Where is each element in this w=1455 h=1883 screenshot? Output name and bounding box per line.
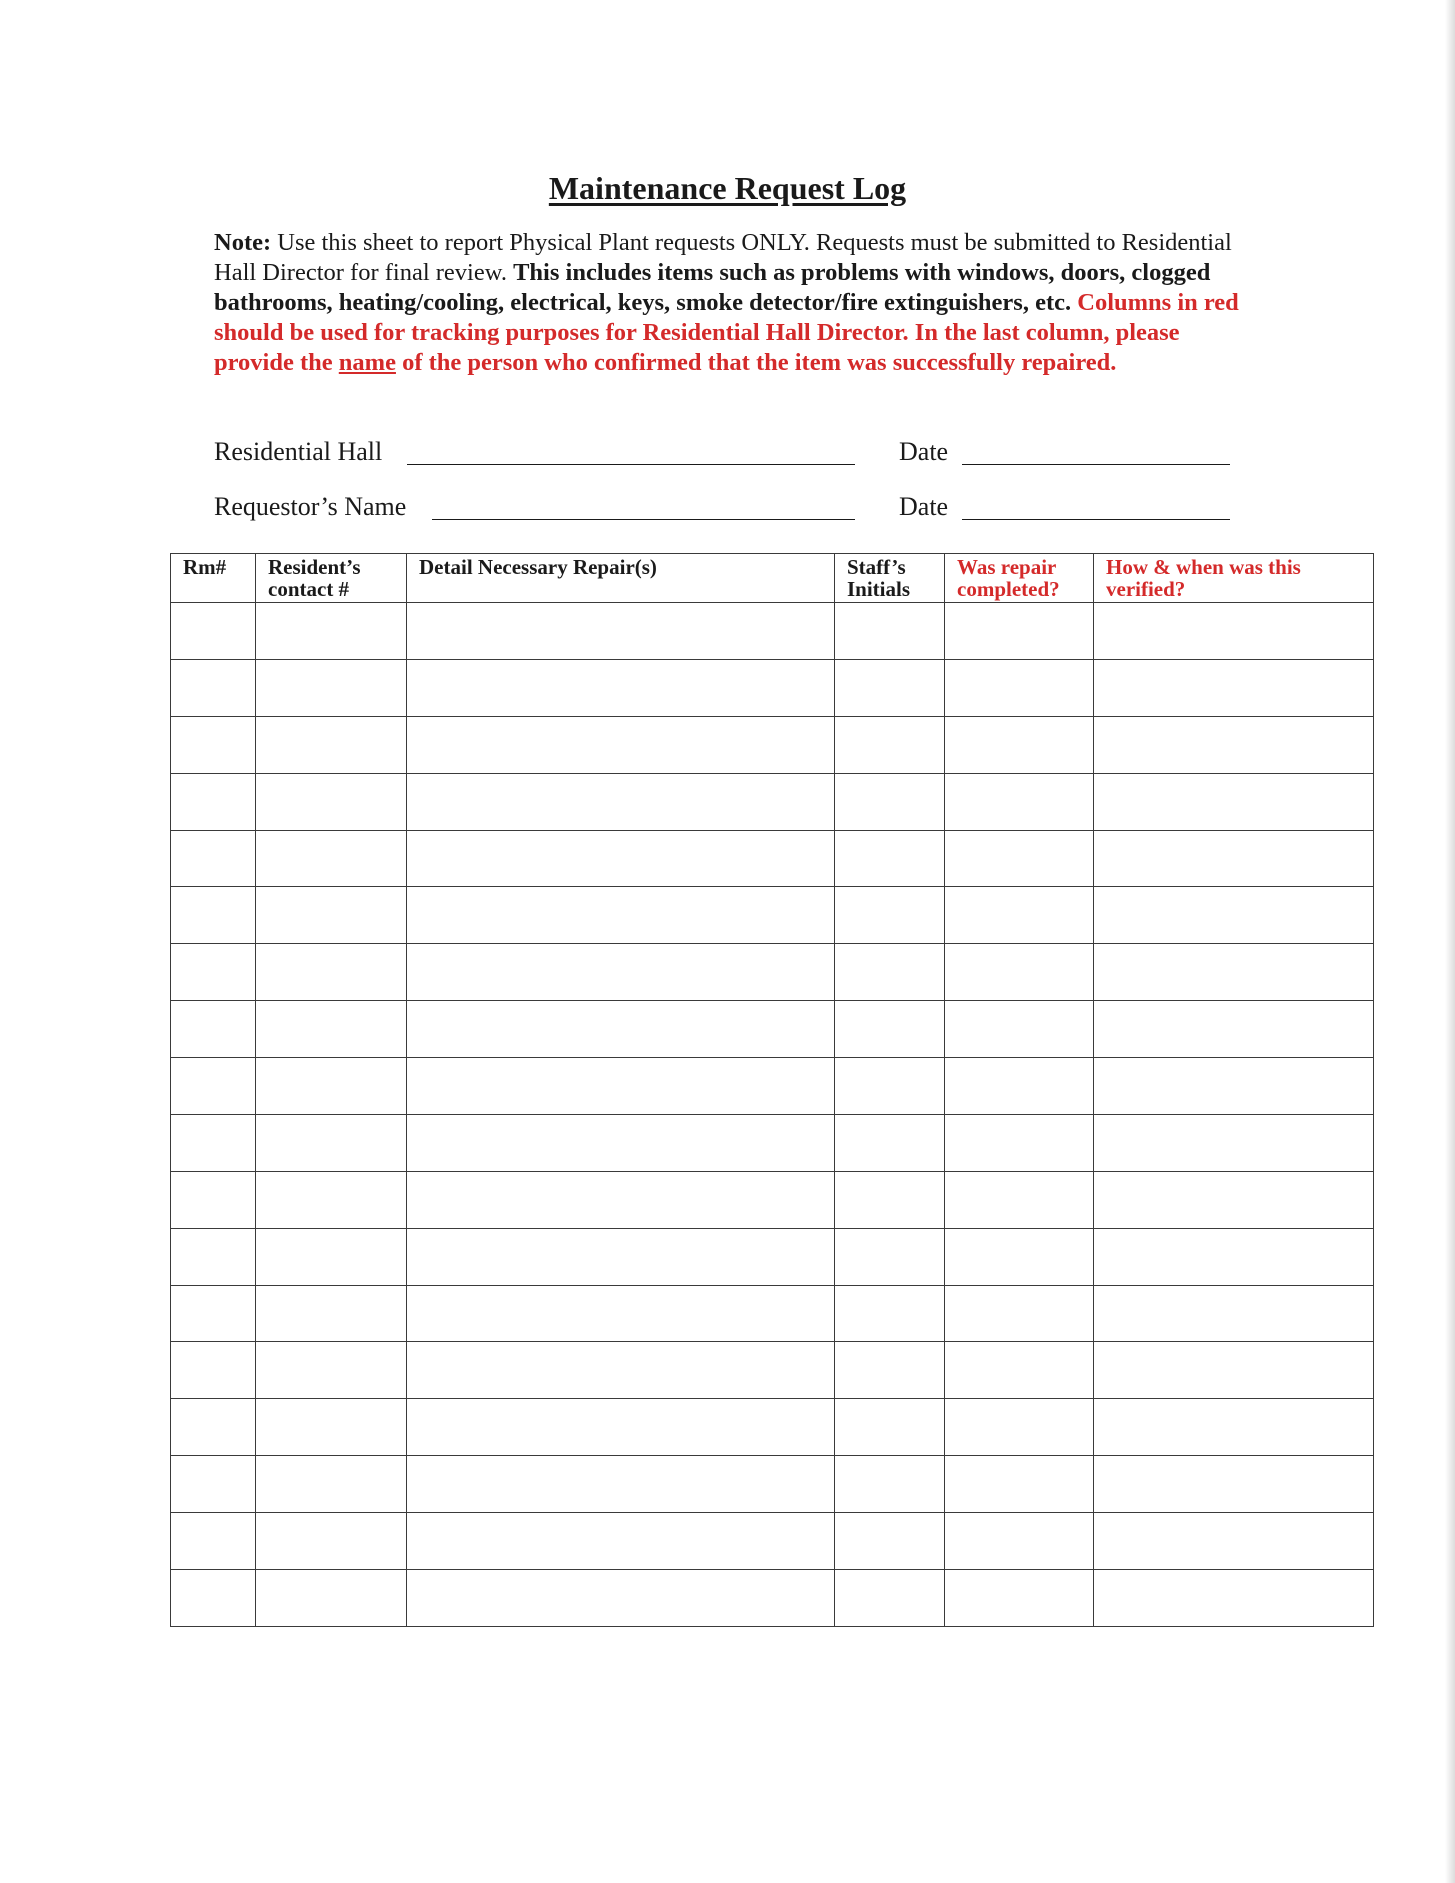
table-cell[interactable] — [256, 1171, 407, 1228]
table-cell[interactable] — [945, 1171, 1094, 1228]
table-cell[interactable] — [835, 1171, 945, 1228]
table-cell[interactable] — [256, 1342, 407, 1399]
table-cell[interactable] — [407, 773, 835, 830]
table-cell[interactable] — [835, 1001, 945, 1058]
table-cell[interactable] — [835, 1456, 945, 1513]
table-cell[interactable] — [1094, 887, 1374, 944]
note-text-bold: This includes items such as problems with windows, doors, clogged bathrooms, heating/cooling, electrical, keys, smoke detector/fire extinguishers, etc. — [214, 259, 1211, 316]
table-cell[interactable] — [835, 1114, 945, 1171]
column-header-repair-completed: Was repair completed? — [945, 554, 1094, 603]
table-cell[interactable] — [171, 1001, 256, 1058]
table-cell[interactable] — [1094, 1171, 1374, 1228]
table-cell[interactable] — [1094, 603, 1374, 660]
date-field-1[interactable] — [962, 464, 1230, 465]
table-cell[interactable] — [171, 773, 256, 830]
table-cell[interactable] — [407, 603, 835, 660]
table-cell[interactable] — [835, 944, 945, 1001]
maintenance-log-table — [170, 553, 1374, 1627]
table-cell[interactable] — [945, 1342, 1094, 1399]
residential-hall-label: Residential Hall — [214, 437, 383, 466]
table-cell[interactable] — [256, 1228, 407, 1285]
table-cell[interactable] — [171, 1228, 256, 1285]
note-text-red-1: Columns in red should be used for tracking purposes for Residential Hall Director. In the last column, please provide the — [214, 289, 1239, 376]
table-cell[interactable] — [1094, 830, 1374, 887]
column-header-resident-contact: Resident’s contact # — [256, 554, 407, 603]
table-cell[interactable] — [1094, 716, 1374, 773]
table-cell[interactable] — [256, 773, 407, 830]
residential-hall-field[interactable] — [407, 464, 855, 465]
table-cell[interactable] — [407, 1513, 835, 1570]
table-cell[interactable] — [407, 1114, 835, 1171]
table-cell[interactable] — [407, 944, 835, 1001]
page-edge — [1445, 0, 1455, 1883]
table-cell[interactable] — [256, 1569, 407, 1626]
table-cell[interactable] — [945, 1058, 1094, 1115]
date-field-2[interactable] — [962, 519, 1230, 520]
table-cell[interactable] — [171, 830, 256, 887]
table-row — [171, 1285, 1374, 1342]
table-cell[interactable] — [835, 1569, 945, 1626]
table-cell[interactable] — [407, 1399, 835, 1456]
table-row — [171, 1342, 1374, 1399]
table-cell[interactable] — [407, 1342, 835, 1399]
note-label: Note: — [214, 229, 272, 256]
table-cell[interactable] — [256, 1001, 407, 1058]
page-title: Maintenance Request Log — [548, 170, 907, 206]
table-cell[interactable] — [407, 1569, 835, 1626]
table-row — [171, 603, 1374, 660]
table-cell[interactable] — [407, 1456, 835, 1513]
table-cell[interactable] — [407, 1228, 835, 1285]
table-cell[interactable] — [256, 1513, 407, 1570]
table-row — [171, 944, 1374, 1001]
table-cell[interactable] — [1094, 1114, 1374, 1171]
table-cell[interactable] — [407, 716, 835, 773]
table-cell[interactable] — [835, 1342, 945, 1399]
table-cell[interactable] — [945, 1228, 1094, 1285]
table-cell[interactable] — [407, 1058, 835, 1115]
table-cell[interactable] — [171, 603, 256, 660]
table-cell[interactable] — [835, 1285, 945, 1342]
table-cell[interactable] — [171, 1569, 256, 1626]
table-row — [171, 659, 1374, 716]
table-cell[interactable] — [945, 659, 1094, 716]
table-cell[interactable] — [945, 887, 1094, 944]
table-cell[interactable] — [835, 773, 945, 830]
table-cell[interactable] — [835, 887, 945, 944]
table-cell[interactable] — [1094, 1399, 1374, 1456]
table-row — [171, 773, 1374, 830]
table-cell[interactable] — [171, 887, 256, 944]
table-cell[interactable] — [407, 887, 835, 944]
date-label-2: Date — [899, 492, 949, 521]
residential-hall-row — [214, 437, 1234, 471]
table-cell[interactable] — [256, 1399, 407, 1456]
table-cell[interactable] — [835, 716, 945, 773]
note-text-plain: Use this sheet to report Physical Plant requests ONLY. Requests must be submitted to Residential Hall Director for final review. — [214, 229, 1232, 286]
table-cell[interactable] — [1094, 1513, 1374, 1570]
table-cell[interactable] — [171, 1058, 256, 1115]
table-cell[interactable] — [835, 1228, 945, 1285]
table-cell[interactable] — [256, 830, 407, 887]
table-cell[interactable] — [1094, 1569, 1374, 1626]
table-cell[interactable] — [256, 1114, 407, 1171]
table-cell[interactable] — [945, 716, 1094, 773]
table-cell[interactable] — [1094, 659, 1374, 716]
table-row — [171, 1569, 1374, 1626]
table-cell[interactable] — [1094, 1001, 1374, 1058]
requestor-name-row — [214, 492, 1234, 526]
table-cell[interactable] — [256, 1456, 407, 1513]
table-cell[interactable] — [407, 1285, 835, 1342]
table-cell[interactable] — [1094, 773, 1374, 830]
note-text-red-underlined: name — [338, 349, 396, 376]
table-row — [171, 716, 1374, 773]
column-header-staff-initials: Staff’s Initials — [835, 554, 945, 603]
table-cell[interactable] — [171, 1114, 256, 1171]
table-row — [171, 1114, 1374, 1171]
table-cell[interactable] — [1094, 1285, 1374, 1342]
table-cell[interactable] — [407, 659, 835, 716]
table-cell[interactable] — [945, 830, 1094, 887]
table-cell[interactable] — [171, 944, 256, 1001]
table-cell[interactable] — [256, 1058, 407, 1115]
table-row — [171, 830, 1374, 887]
table-cell[interactable] — [171, 1342, 256, 1399]
table-cell[interactable] — [945, 1114, 1094, 1171]
table-cell[interactable] — [171, 1285, 256, 1342]
table-cell[interactable] — [407, 1171, 835, 1228]
table-cell[interactable] — [171, 1171, 256, 1228]
table-cell[interactable] — [407, 1001, 835, 1058]
table-cell[interactable] — [945, 773, 1094, 830]
table-cell[interactable] — [835, 830, 945, 887]
table-cell[interactable] — [256, 659, 407, 716]
table-row — [171, 1058, 1374, 1115]
table-cell[interactable] — [945, 1399, 1094, 1456]
table-row — [171, 1171, 1374, 1228]
column-header-verification: How & when was this verified? — [1094, 554, 1374, 603]
table-cell[interactable] — [835, 1513, 945, 1570]
table-cell[interactable] — [945, 603, 1094, 660]
table-cell[interactable] — [945, 1513, 1094, 1570]
table-cell[interactable] — [407, 830, 835, 887]
table-cell[interactable] — [835, 603, 945, 660]
table-cell[interactable] — [945, 1001, 1094, 1058]
table-cell[interactable] — [171, 659, 256, 716]
table-cell[interactable] — [171, 1456, 256, 1513]
table-cell[interactable] — [945, 1456, 1094, 1513]
table-cell[interactable] — [945, 944, 1094, 1001]
table-cell[interactable] — [835, 659, 945, 716]
table-row — [171, 1513, 1374, 1570]
table-cell[interactable] — [1094, 1228, 1374, 1285]
table-row — [171, 1228, 1374, 1285]
table-row — [171, 1456, 1374, 1513]
table-cell[interactable] — [256, 603, 407, 660]
table-row — [171, 887, 1374, 944]
table-cell[interactable] — [835, 1058, 945, 1115]
column-header-repair-detail: Detail Necessary Repair(s) — [407, 554, 835, 603]
table-cell[interactable] — [171, 1513, 256, 1570]
table-header-row — [171, 554, 1374, 603]
table-cell[interactable] — [256, 1285, 407, 1342]
instructions-note — [214, 228, 1254, 378]
column-header-room: Rm# — [171, 554, 256, 603]
requestor-name-label: Requestor’s Name — [214, 492, 407, 521]
table-cell[interactable] — [945, 1285, 1094, 1342]
table-cell[interactable] — [171, 1399, 256, 1456]
table-cell[interactable] — [1094, 1456, 1374, 1513]
table-cell[interactable] — [1094, 944, 1374, 1001]
table-cell[interactable] — [1094, 1342, 1374, 1399]
table-row — [171, 1001, 1374, 1058]
table-cell[interactable] — [256, 887, 407, 944]
table-cell[interactable] — [171, 716, 256, 773]
table-cell[interactable] — [835, 1399, 945, 1456]
table-cell[interactable] — [1094, 1058, 1374, 1115]
requestor-name-field[interactable] — [432, 519, 855, 520]
table-row — [171, 1399, 1374, 1456]
table-cell[interactable] — [256, 944, 407, 1001]
note-text-red-2: of the person who confirmed that the item was successfully repaired. — [395, 349, 1117, 376]
table-body — [171, 603, 1374, 1627]
table-cell[interactable] — [256, 716, 407, 773]
table-cell[interactable] — [945, 1569, 1094, 1626]
date-label-1: Date — [899, 437, 949, 466]
